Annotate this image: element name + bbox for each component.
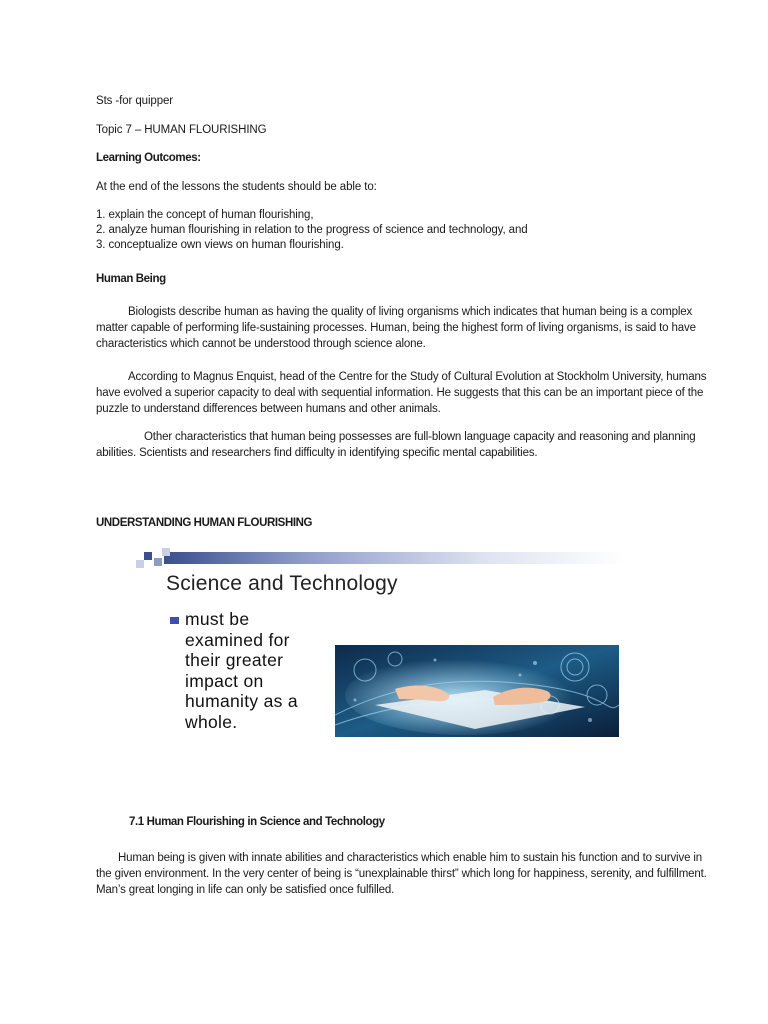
- learning-outcomes-list: [96, 208, 528, 253]
- list-item: 2. analyze human flourishing in relation to the progress of science and technology, and: [96, 224, 528, 236]
- human-being-heading: Human Being: [96, 273, 166, 285]
- slide-decoration-square: [144, 552, 152, 560]
- science-technology-slide: [124, 546, 624, 742]
- header-line: Sts -for quipper: [96, 95, 174, 107]
- technology-hands-image: [335, 645, 619, 737]
- paragraph-section-7-1: Human being is given with innate abilities and characteristics which enable him to sustain his function and to survive in the given environment. In the very center of being is “unexplainable thirst” which long for happiness, serenity, and fulfillment. Man’s great longing in life can only be satisfied once fulfilled.: [96, 852, 707, 896]
- learning-outcomes-intro: At the end of the lessons the students should be able to:: [96, 181, 377, 193]
- learning-outcomes-heading: Learning Outcomes:: [96, 152, 201, 164]
- slide-decoration-square: [154, 558, 162, 566]
- understanding-heading: UNDERSTANDING HUMAN FLOURISHING: [96, 517, 313, 529]
- topic-title: Topic 7 – HUMAN FLOURISHING: [96, 124, 267, 136]
- bullet-square-icon: [170, 617, 179, 624]
- slide-bullet-text: must be examined for their greater impact on humanity as a whole.: [185, 609, 298, 732]
- slide-title: Science and Technology: [166, 572, 398, 595]
- list-item: 1. explain the concept of human flourishing,: [96, 209, 314, 221]
- list-item: 3. conceptualize own views on human flourishing.: [96, 239, 344, 251]
- paragraph-characteristics: Other characteristics that human being possesses are full-blown language capacity and reasoning and planning abilities. Scientists and researchers find difficulty in identifying specific mental capabilities.: [96, 431, 696, 459]
- paragraph-biologists: Biologists describe human as having the quality of living organisms which indicates that human being is a complex matter capable of performing life-sustaining processes. Human, being the highest form of living organisms, is said to have characteristics which cannot be understood through science alone.: [96, 306, 696, 350]
- slide-decoration-square: [136, 560, 144, 568]
- section-7-1-heading: 7.1 Human Flourishing in Science and Technology: [129, 816, 385, 828]
- slide-decoration-square: [162, 548, 170, 556]
- slide-header-bar: [164, 552, 624, 564]
- paragraph-enquist: According to Magnus Enquist, head of the Centre for the Study of Cultural Evolution at Stockholm University, humans have evolved a superior capacity to deal with sequential information. He suggests that this can be an important piece of the puzzle to understand differences between humans and other animals.: [96, 371, 707, 415]
